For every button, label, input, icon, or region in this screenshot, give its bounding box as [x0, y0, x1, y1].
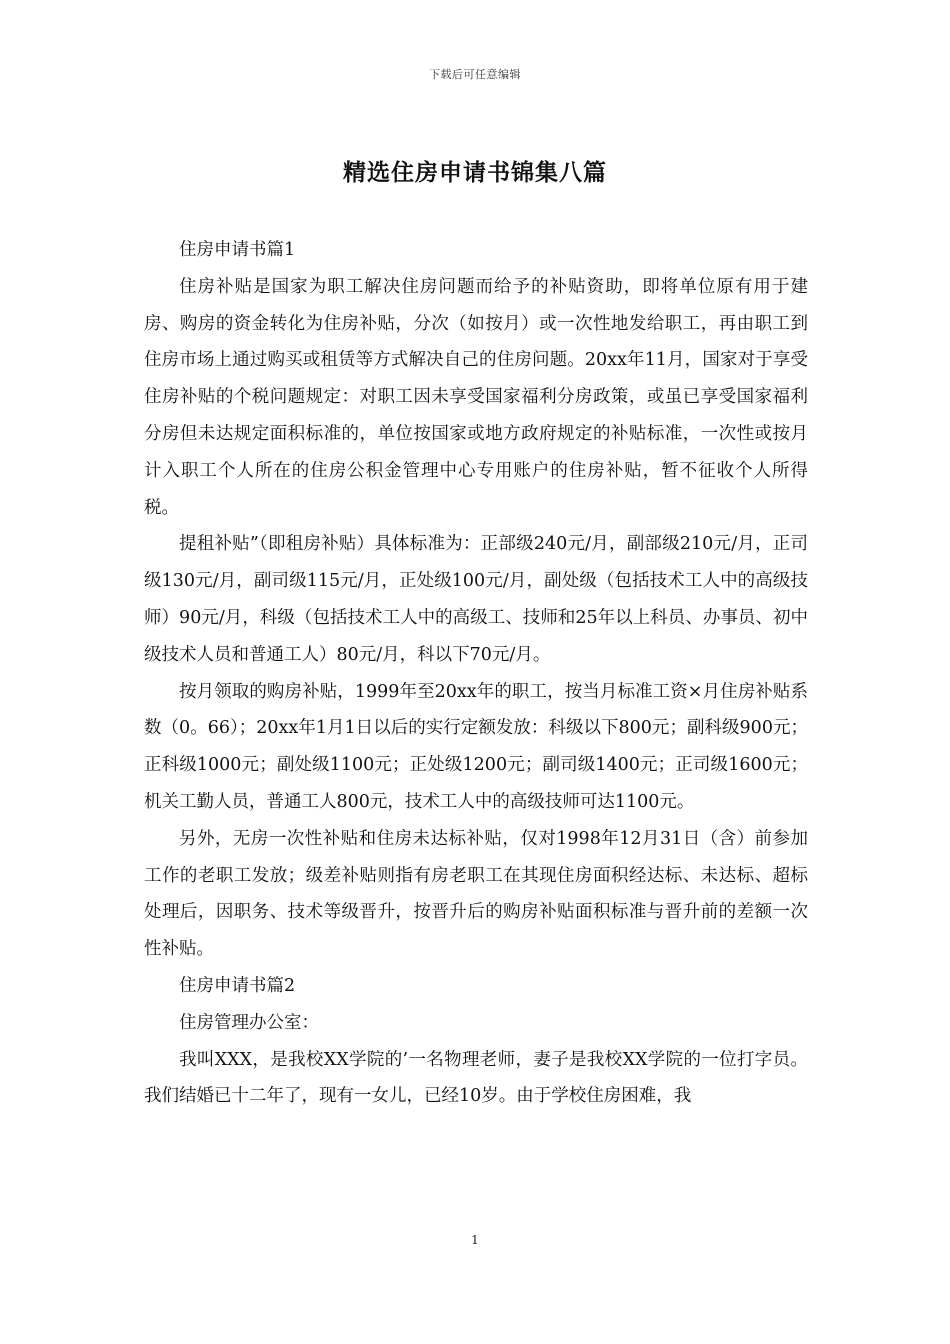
document-body — [144, 232, 808, 1115]
section-heading-2: 住房申请书篇2 — [179, 975, 296, 996]
section-heading-1: 住房申请书篇1 — [179, 240, 296, 260]
page-number: 1 — [471, 1233, 479, 1247]
paragraph: 按月领取的购房补贴，1999年至20xx年的职工，按当月标准工资×月住房补贴系数（0。66）；20xx年1月1日以后的实行定额发放：科级以下800元；副科级900元；正科级1000元；副处级1100元；正处级1200元；副司级1400元；正司级1600元；机关工勤人员，普通工人800元，技术工人中的高级技师可达1100元。 — [144, 681, 808, 812]
document-title: 精选住房申请书锦集八篇 — [343, 160, 607, 186]
paragraph: 住房补贴是国家为职工解决住房问题而给予的补贴资助，即将单位原有用于建房、购房的资金转化为住房补贴，分次（如按月）或一次性地发给职工，再由职工到住房市场上通过购买或租赁等方式解决自己的住房问题。20xx年11月，国家对于享受住房补贴的个税问题规定：对职工因未享受国家福利分房政策，或虽已享受国家福利分房但未达规定面积标准的，单位按国家或地方政府规定的补贴标准，一次性或按月计入职工个人所在的住房公积金管理中心专用账户的住房补贴，暂不征收个人所得税。 — [144, 276, 808, 518]
header-note: 下载后可任意编辑 — [429, 68, 521, 81]
paragraph: 提租补贴”（即租房补贴）具体标准为：正部级240元/月，副部级210元/月，正司级130元/月，副司级115元/月，正处级100元/月，副处级（包括技术工人中的高级技师）90元/月，科级（包括技术工人中的高级工、技师和25年以上科员、办事员、初中级技术人员和普通工人）80元/月，科以下70元/月。 — [144, 534, 808, 665]
paragraph: 另外，无房一次性补贴和住房未达标补贴，仅对1998年12月31日（含）前参加工作的老职工发放；级差补贴则指有房老职工在其现住房面积经达标、未达标、超标处理后，因职务、技术等级晋升，按晋升后的购房补贴面积标准与晋升前的差额一次性补贴。 — [144, 828, 808, 960]
paragraph: 我叫XXX，是我校XX学院的’一名物理老师，妻子是我校XX学院的一位打字员。我们结婚已十二年了，现有一女儿，已经10岁。由于学校住房困难，我 — [144, 1049, 808, 1107]
letter-salutation: 住房管理办公室： — [179, 1012, 319, 1033]
